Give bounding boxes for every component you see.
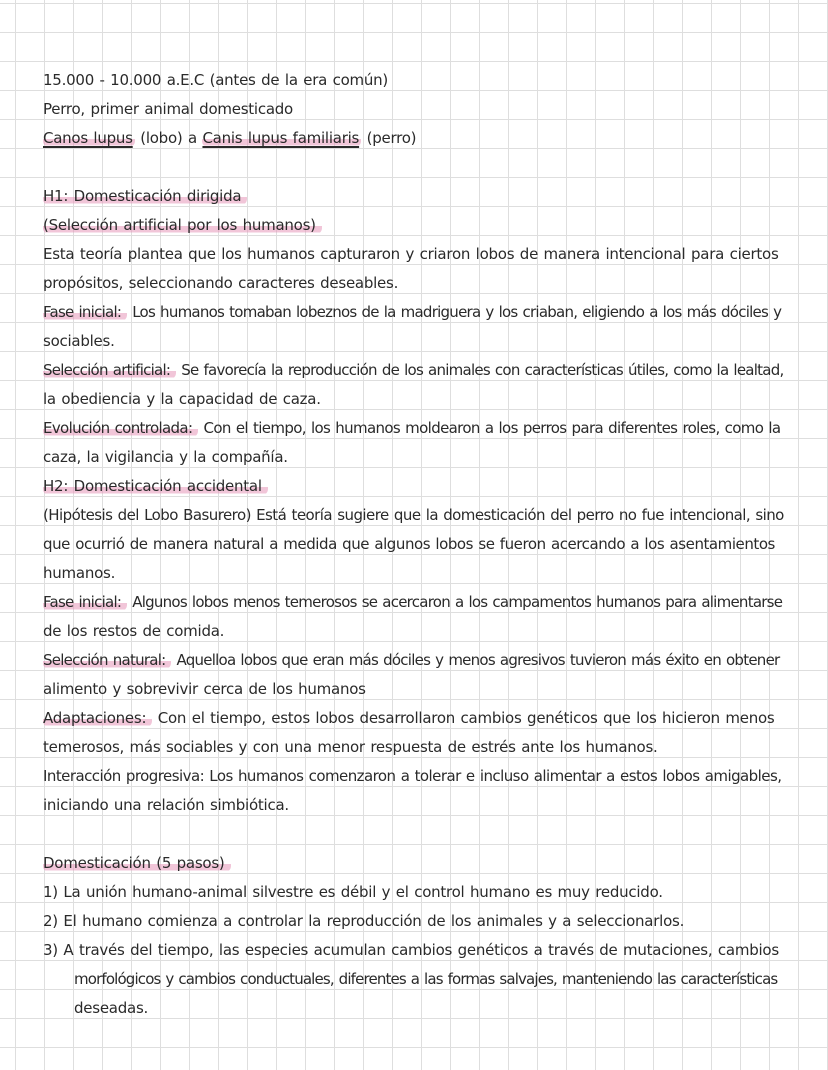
h1-evolution-text: Con el tiempo, los humanos moldearon a los perros para diferentes roles, como la <box>198 419 781 437</box>
h2-natural-line-2: alimento y sobrevivir cerca de los humanos <box>43 680 366 698</box>
h2-phase-line-2: de los restos de comida. <box>43 622 225 640</box>
spacer <box>43 820 783 849</box>
steps-title-line <box>43 849 783 878</box>
step-2: 2) El humano comienza a controlar la reproducción de los animales y a seleccionarlos. <box>43 912 685 930</box>
species-dog: Canis lupus familiaris <box>202 129 360 147</box>
species-wolf-note: (lobo) a <box>134 129 203 147</box>
h2-title-line <box>43 472 783 501</box>
h1-phase-line-1 <box>43 298 783 327</box>
h1-evolution-label: Evolución controlada: <box>43 419 198 437</box>
h1-selection-line-1 <box>43 356 783 385</box>
spacer <box>43 153 783 182</box>
h1-selection-line-2: la obediencia y la capacidad de caza. <box>43 390 321 408</box>
h2-phase-label: Fase inicial: <box>43 593 127 611</box>
h2-adapt-text: Con el tiempo, estos lobos desarrollaron cambios genéticos que los hicieron menos <box>152 709 775 727</box>
step-1: 1) La unión humano-animal silvestre es débil y el control humano es muy reducido. <box>43 883 663 901</box>
h2-phase-text: Algunos lobos menos temerosos se acercaron a los campamentos humanos para alimentarse <box>127 593 783 611</box>
h1-selection-text: Se favorecía la reproducción de los animales con características útiles, como la lealtad, <box>176 361 784 379</box>
h2-hypothesis-1: (Hipótesis del Lobo Basurero) Está teoría sugiere que la domesticación del perro no fue intencional, sino <box>43 506 784 524</box>
h2-title: H2: Domesticación accidental <box>43 477 268 495</box>
h1-title-line <box>43 182 783 211</box>
step-3-line-1: 3) A través del tiempo, las especies acumulan cambios genéticos a través de mutaciones, cambios <box>43 941 779 959</box>
h1-subtitle-line <box>43 211 783 240</box>
steps-title: Domesticación (5 pasos) <box>43 854 231 872</box>
h2-interaction-line-1 <box>43 762 783 791</box>
h2-natural-label: Selección natural: <box>43 651 171 669</box>
h1-description-2: propósitos, seleccionando caracteres deseables. <box>43 274 399 292</box>
h1-phase-line-2: sociables. <box>43 332 115 350</box>
h1-phase-label: Fase inicial: <box>43 303 127 321</box>
h1-evolution-line-2: caza, la vigilancia y la compañía. <box>43 448 288 466</box>
date-range-line: 15.000 - 10.000 a.E.C (antes de la era común) <box>43 71 389 89</box>
step-3-line-2: morfológicos y cambios conductuales, diferentes a las formas salvajes, manteniendo las características <box>74 970 778 988</box>
h2-natural-text: Aquelloa lobos que eran más dóciles y menos agresivos tuvieron más éxito en obtener <box>171 651 780 669</box>
h2-adapt-line-2: temerosos, más sociables y con una menor respuesta de estrés ante los humanos. <box>43 738 658 756</box>
h2-interaction-text: Los humanos comenzaron a tolerar e incluso alimentar a estos lobos amigables, <box>204 767 782 785</box>
h2-adapt-line-1 <box>43 704 783 733</box>
species-dog-note: (perro) <box>361 129 417 147</box>
species-line <box>43 124 783 153</box>
h2-hypothesis-3: humanos. <box>43 564 116 582</box>
h1-description-1: Esta teoría plantea que los humanos capturaron y criaron lobos de manera intencional para ciertos <box>43 245 779 263</box>
h1-title: H1: Domesticación dirigida <box>43 187 247 205</box>
h2-hypothesis-2: que ocurrió de manera natural a medida que algunos lobos se fueron acercando a los asentamientos <box>43 535 775 553</box>
h1-subtitle: (Selección artificial por los humanos) <box>43 216 322 234</box>
species-wolf: Canos lupus <box>43 129 133 147</box>
h2-phase-line-1 <box>43 588 783 617</box>
h1-selection-label: Selección artificial: <box>43 361 176 379</box>
h2-interaction-line-2: iniciando una relación simbiótica. <box>43 796 289 814</box>
h1-evolution-line-1 <box>43 414 783 443</box>
first-animal-line: Perro, primer animal domesticado <box>43 100 293 118</box>
step-3-line-3: deseadas. <box>74 999 149 1017</box>
h2-adapt-label: Adaptaciones: <box>43 709 152 727</box>
h2-interaction-label: Interacción progresiva: <box>43 767 205 785</box>
h1-phase-text: Los humanos tomaban lobeznos de la madriguera y los criaban, eligiendo a los más dóciles y <box>127 303 782 321</box>
notes-page <box>43 66 783 1023</box>
h2-natural-line-1 <box>43 646 783 675</box>
